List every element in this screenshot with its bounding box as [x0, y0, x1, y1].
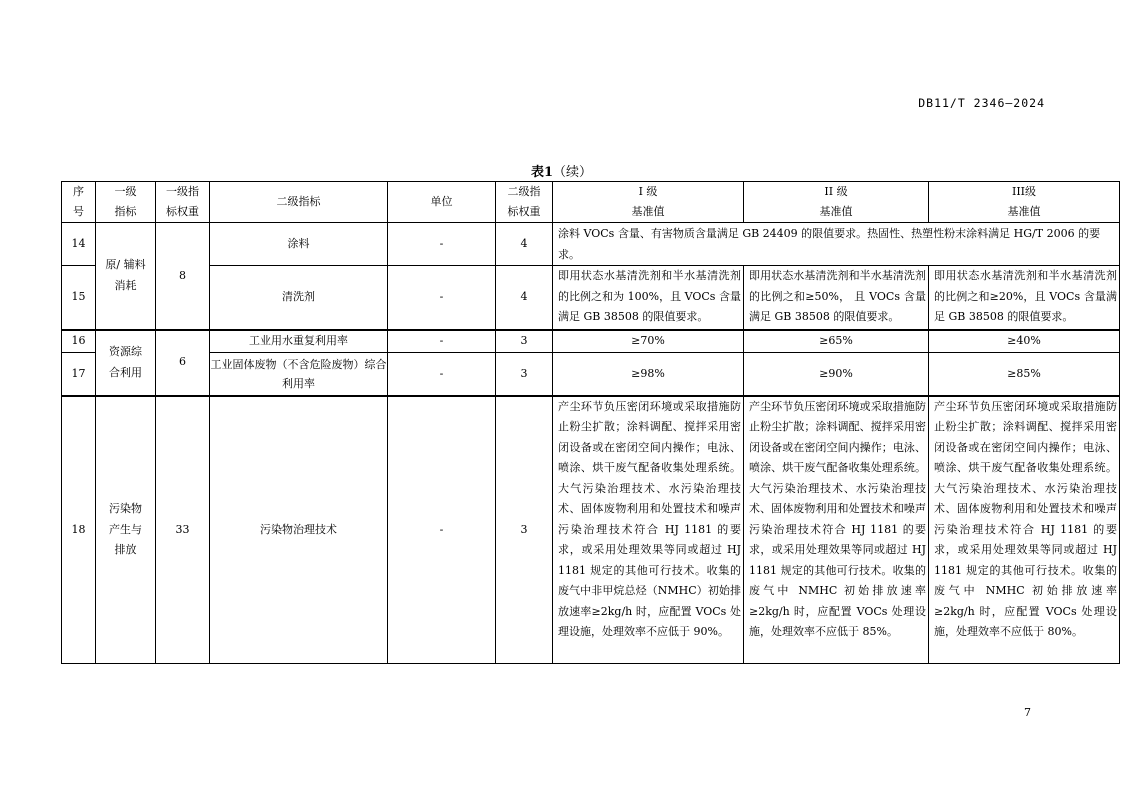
level2-cell: 涂料: [210, 223, 388, 266]
level2-weight-cell: 4: [496, 223, 553, 266]
unit-cell: -: [388, 353, 496, 396]
header-level2-weight: 二级指 标权重: [496, 182, 553, 223]
grade2-cell: 产尘环节负压密闭环境或采取措施防止粉尘扩散；涂料调配、搅拌采用密闭设备或在密闭空间内操作；电泳、喷涂、烘干废气配备收集处理系统。大气污染治理技术、水污染治理技术、固体废物利用和处置技术和噪声污染治理技术符合 HJ 1181 的要求，或采用处理效果等同或超过 HJ 1181 规定的其他可行技术。收集的废气中 NMHC 初始排放速率≥2kg/h 时，应配置 VOCs 处理设施，处理效率不应低于 85%。: [744, 396, 929, 664]
header-grade2: II 级 基准值: [744, 182, 929, 223]
header-level1: 一级 指标: [96, 182, 156, 223]
header-level2: 二级指标: [210, 182, 388, 223]
table-row: [62, 266, 1120, 330]
seq-cell: 18: [62, 396, 96, 664]
grade3-cell: 产尘环节负压密闭环境或采取措施防止粉尘扩散；涂料调配、搅拌采用密闭设备或在密闭空间内操作；电泳、喷涂、烘干废气配备收集处理系统。大气污染治理技术、水污染治理技术、固体废物利用和处置技术和噪声污染治理技术符合 HJ 1181 的要求，或采用处理效果等同或超过 HJ 1181 规定的其他可行技术。收集的废气中 NMHC 初始排放速率≥2kg/h 时，应配置 VOCs 处理设施，处理效率不应低于 80%。: [929, 396, 1120, 664]
seq-cell: 15: [62, 266, 96, 330]
level1-cell: 资源综 合利用: [96, 330, 156, 396]
header-grade3: III级 基准值: [929, 182, 1120, 223]
grade2-cell: ≥65%: [744, 330, 929, 353]
level2-cell: 工业固体废物（不含危险废物）综合利用率: [210, 353, 388, 396]
level2-weight-cell: 3: [496, 330, 553, 353]
table-row: [62, 396, 1120, 664]
seq-cell: 14: [62, 223, 96, 266]
table-row: [62, 353, 1120, 396]
seq-cell: 16: [62, 330, 96, 353]
indicator-table: [61, 181, 1120, 664]
grade3-cell: ≥40%: [929, 330, 1120, 353]
level2-cell: 污染物治理技术: [210, 396, 388, 664]
caption-continued: （续）: [553, 165, 593, 180]
table-caption: [0, 161, 1123, 180]
grade1-cell: 即用状态水基清洗剂和半水基清洗剂的比例之和为 100%，且 VOCs 含量满足 GB 38508 的限值要求。: [553, 266, 744, 330]
unit-cell: -: [388, 266, 496, 330]
unit-cell: -: [388, 396, 496, 664]
header-seq: 序 号: [62, 182, 96, 223]
table-row: [62, 223, 1120, 266]
level2-cell: 清洗剂: [210, 266, 388, 330]
level1-weight-cell: 8: [156, 223, 210, 330]
level2-weight-cell: 4: [496, 266, 553, 330]
grade2-cell: 即用状态水基清洗剂和半水基清洗剂的比例之和≥50%， 且 VOCs 含量满足 GB 38508 的限值要求。: [744, 266, 929, 330]
grade1-cell: ≥70%: [553, 330, 744, 353]
unit-cell: -: [388, 223, 496, 266]
level1-weight-cell: 6: [156, 330, 210, 396]
header-level1-weight: 一级指 标权重: [156, 182, 210, 223]
unit-cell: -: [388, 330, 496, 353]
table-header-row: [62, 182, 1120, 223]
merged-grade-cell: 涂料 VOCs 含量、有害物质含量满足 GB 24409 的限值要求。热固性、热塑性粉末涂料满足 HG/T 2006 的要求。: [553, 223, 1120, 266]
level2-weight-cell: 3: [496, 353, 553, 396]
page-number: 7: [1024, 706, 1031, 719]
document-code: DB11/T 2346—2024: [918, 96, 1045, 110]
caption-title: 表1: [530, 165, 554, 180]
grade1-cell: 产尘环节负压密闭环境或采取措施防止粉尘扩散；涂料调配、搅拌采用密闭设备或在密闭空间内操作；电泳、喷涂、烘干废气配备收集处理系统。大气污染治理技术、水污染治理技术、固体废物利用和处置技术和噪声污染治理技术符合 HJ 1181 的要求，或采用处理效果等同或超过 HJ 1181 规定的其他可行技术。收集的废气中非甲烷总烃（NMHC）初始排放速率≥2kg/h 时，应配置 VOCs 处理设施，处理效率不应低于 90%。: [553, 396, 744, 664]
level1-cell: 原/ 辅料 消耗: [96, 223, 156, 330]
level1-cell: 污染物 产生与 排放: [96, 396, 156, 664]
level2-cell: 工业用水重复利用率: [210, 330, 388, 353]
level1-weight-cell: 33: [156, 396, 210, 664]
seq-cell: 17: [62, 353, 96, 396]
grade2-cell: ≥90%: [744, 353, 929, 396]
header-unit: 单位: [388, 182, 496, 223]
level2-weight-cell: 3: [496, 396, 553, 664]
grade1-cell: ≥98%: [553, 353, 744, 396]
table-row: [62, 330, 1120, 353]
header-grade1: I 级 基准值: [553, 182, 744, 223]
grade3-cell: 即用状态水基清洗剂和半水基清洗剂的比例之和≥20%，且 VOCs 含量满足 GB 38508 的限值要求。: [929, 266, 1120, 330]
grade3-cell: ≥85%: [929, 353, 1120, 396]
